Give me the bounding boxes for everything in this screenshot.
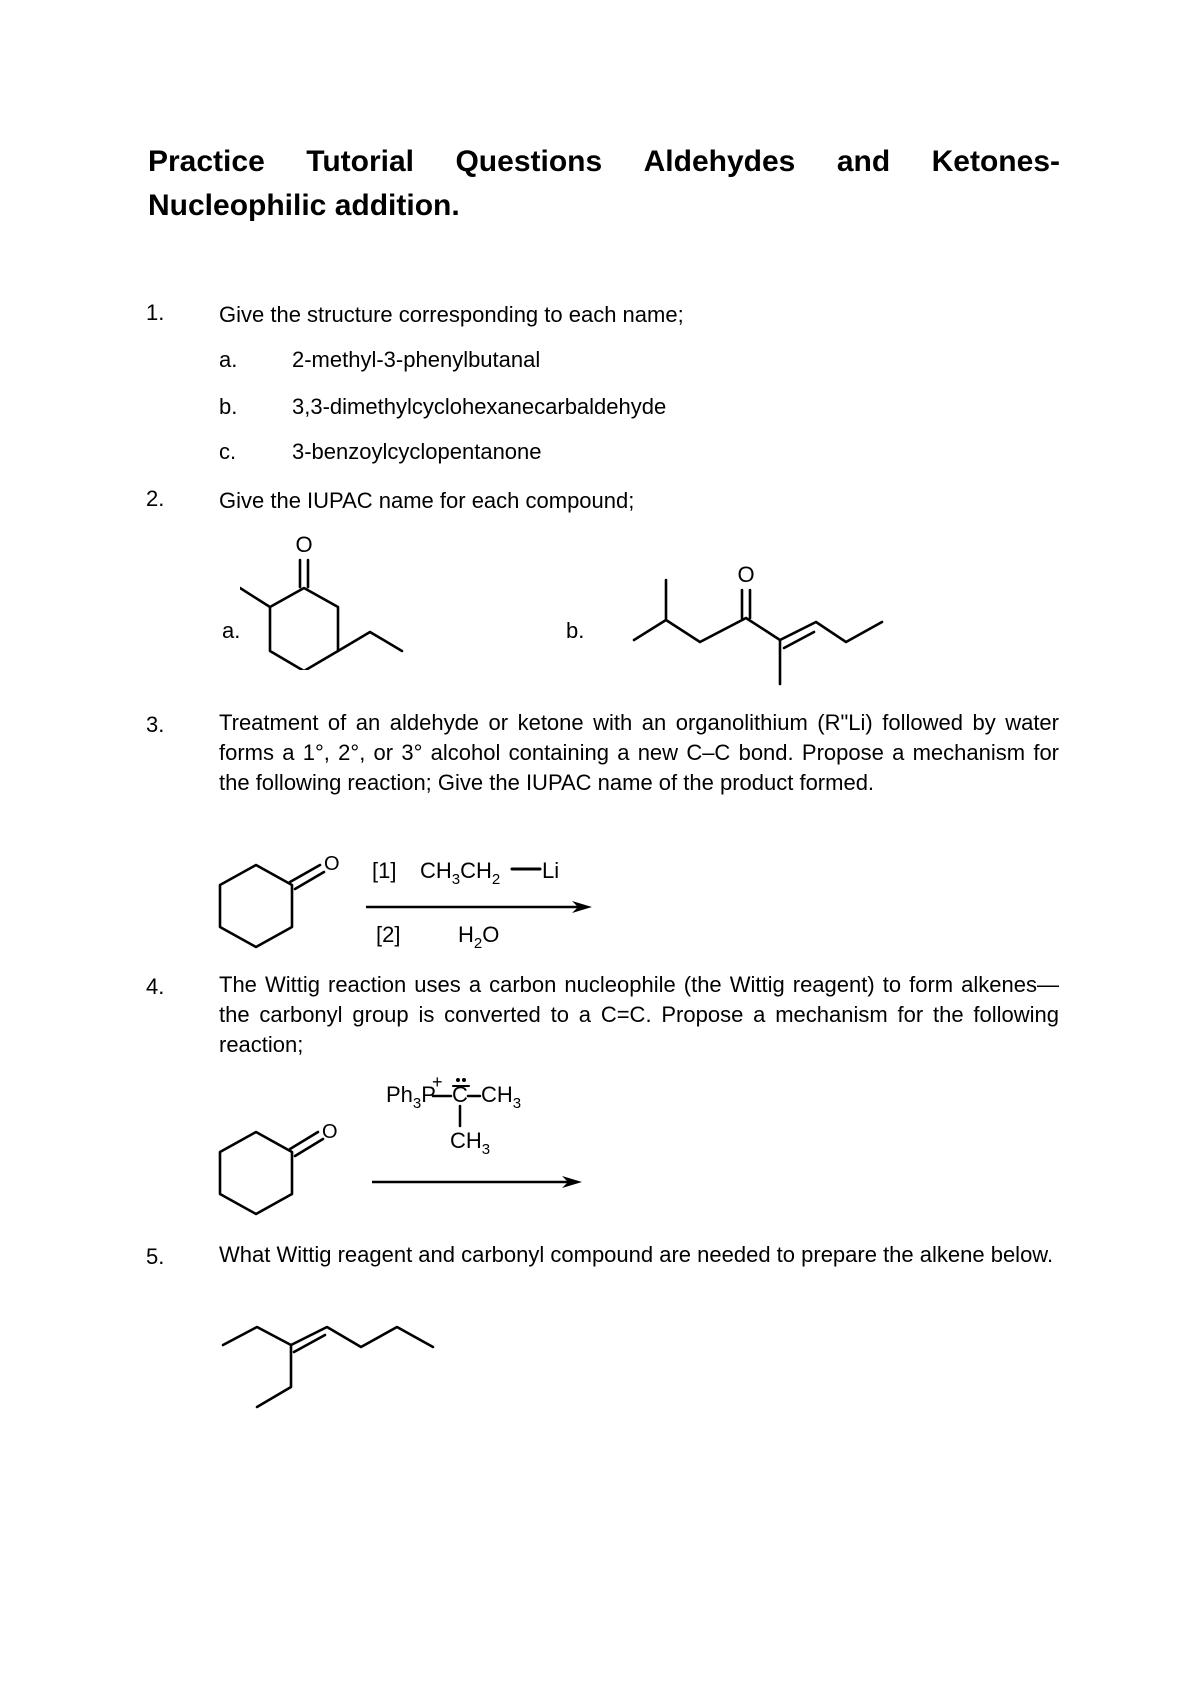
title-line-2: Nucleophilic addition.	[148, 189, 460, 222]
question-1-number: 1.	[146, 300, 165, 325]
oxygen-atom-label: O	[295, 532, 313, 557]
question-3-number: 3.	[146, 712, 165, 737]
reagent-water: $H_2O$	[458, 922, 500, 952]
title-line-1	[148, 140, 1060, 184]
title-word: Practice	[148, 145, 265, 178]
carbanion-carbon: C	[452, 1082, 468, 1107]
q2-structure-b	[630, 560, 900, 690]
lone-pair-dot	[462, 1078, 466, 1082]
methyl-group: $CH_3$	[481, 1082, 522, 1112]
question-4-text: The Wittig reaction uses a carbon nucleophile (the Wittig reagent) to form alkenes—the carbonyl group is converted to a C=C. Propose a mechanism for the following reaction;	[219, 972, 1059, 1057]
question-3-text: Treatment of an aldehyde or ketone with an organolithium (R"Li) followed by water forms a 1°, 2°, or 3° alcohol containing a new C–C bond. Propose a mechanism for the following reaction; Give the IUPAC name of the product formed.	[219, 710, 1059, 795]
question-5-number: 5.	[146, 1244, 165, 1269]
cyclohexane-ring	[270, 588, 338, 670]
methyl-group: $CH_3$	[450, 1128, 491, 1158]
question-2-number: 2.	[146, 486, 165, 511]
q1-part-a-text: 2-methyl-3-phenylbutanal	[292, 347, 541, 372]
positive-charge-symbol: +	[432, 1072, 443, 1092]
q2-structure-a	[240, 530, 440, 670]
page-title	[148, 140, 1060, 228]
oxygen-atom-label: O	[324, 853, 340, 875]
reagent-lithium: Li	[542, 858, 560, 883]
q1-part-a-letter: a.	[219, 347, 238, 372]
q1-part-b-letter: b.	[219, 394, 238, 419]
q2-structure-b-label: b.	[566, 618, 585, 643]
title-word: and	[836, 145, 891, 178]
cyclohexanone-ring	[220, 865, 292, 947]
q1-part-b-text: 3,3-dimethylcyclohexanecarbaldehyde	[292, 394, 667, 419]
reagent-step-1-label: [1]	[372, 858, 397, 883]
q2-structure-a-label: a.	[222, 618, 241, 643]
title-word: Questions	[455, 145, 603, 178]
q5-alkene-structure	[215, 1315, 445, 1415]
reagent-ethyllithium: $CH_3CH_2$	[420, 858, 501, 888]
cyclohexanone-ring	[220, 1132, 292, 1214]
question-2-text: Give the IUPAC name for each compound;	[219, 488, 635, 513]
title-word: Ketones-	[931, 145, 1060, 178]
q1-part-c-letter: c.	[219, 439, 237, 464]
oxygen-atom-label: O	[322, 1121, 338, 1143]
q4-reaction-scheme	[210, 1070, 590, 1220]
title-word: Tutorial	[306, 145, 414, 178]
title-word: Aldehydes	[643, 145, 796, 178]
reagent-step-2-label: [2]	[376, 922, 401, 947]
q1-part-c-text: 3-benzoylcyclopentanone	[292, 439, 542, 464]
question-1-text: Give the structure corresponding to each name;	[219, 302, 684, 327]
q3-reaction-scheme	[210, 845, 610, 955]
lone-pair-dot	[456, 1078, 460, 1082]
question-5-text: What Wittig reagent and carbonyl compound are needed to prepare the alkene below.	[219, 1242, 1054, 1267]
wittig-reagent-ph3p: $Ph_3P$	[386, 1082, 436, 1112]
question-4-number: 4.	[146, 974, 165, 999]
oxygen-atom-label: O	[737, 562, 755, 587]
